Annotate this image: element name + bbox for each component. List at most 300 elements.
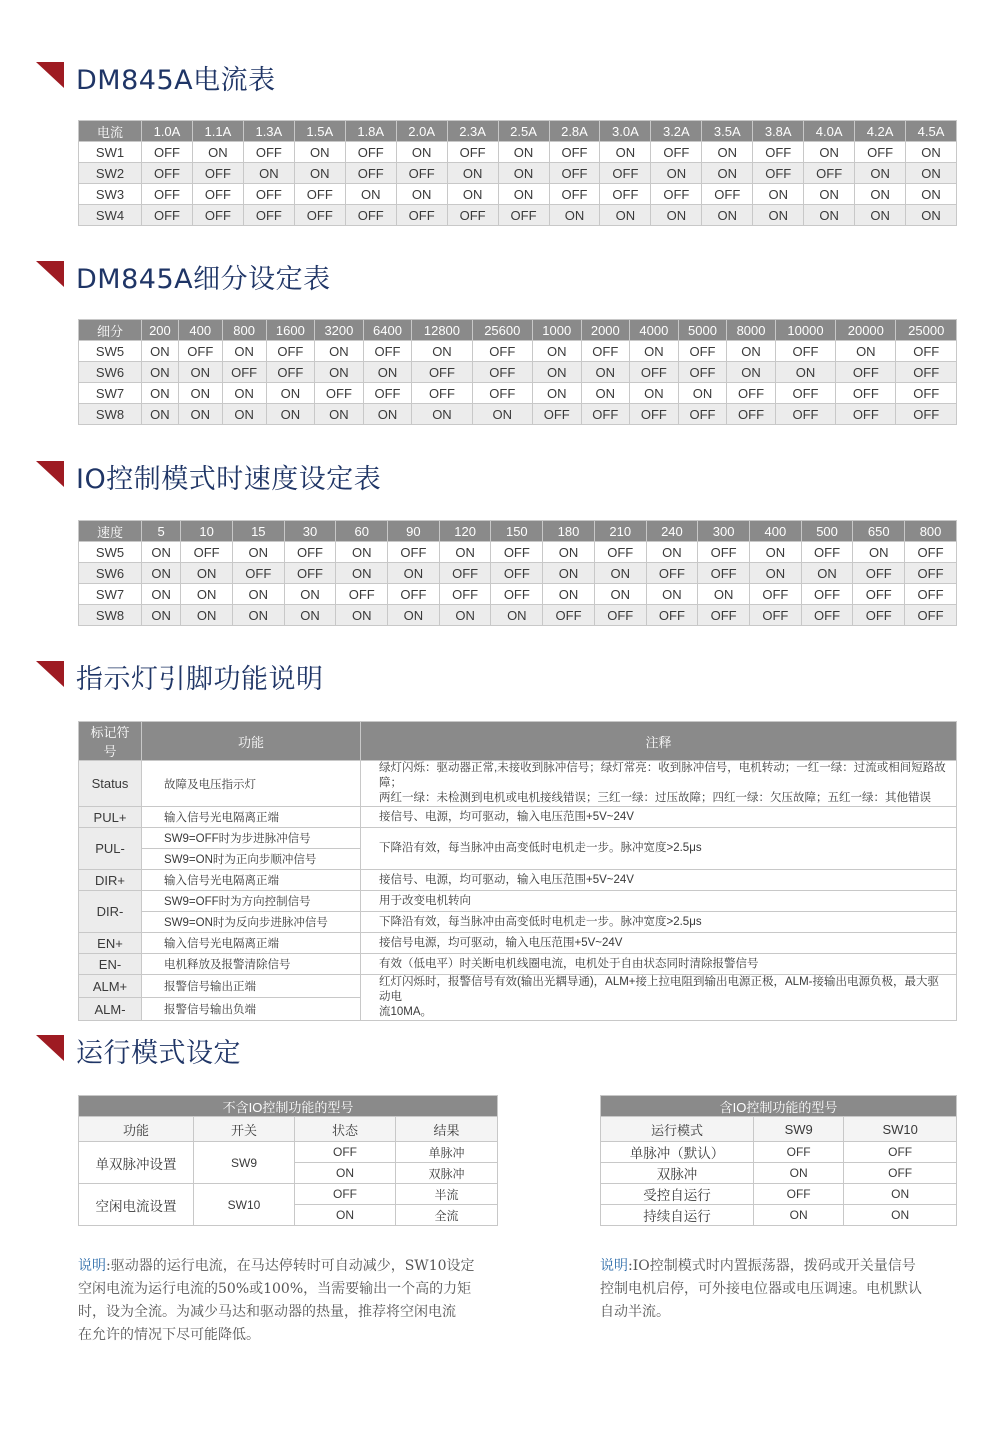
switch-state: ON xyxy=(294,163,345,184)
table-header-cell: 注释 xyxy=(361,722,957,761)
section-heading-pins xyxy=(36,657,324,696)
switch-state: OFF xyxy=(855,142,906,163)
switch-state: OFF xyxy=(345,163,396,184)
table-row xyxy=(79,761,957,807)
switch-state: OFF xyxy=(142,184,193,205)
switch-state: OFF xyxy=(472,341,532,362)
note-left xyxy=(78,1255,518,1347)
switch-state: OFF xyxy=(345,205,396,226)
table-header-cell: 240 xyxy=(646,521,698,542)
table-header-cell: 4.0A xyxy=(804,121,855,142)
switch-state: OFF xyxy=(651,184,702,205)
switch-state: OFF xyxy=(775,341,835,362)
table-row xyxy=(79,404,957,425)
switch-label: SW5 xyxy=(79,542,142,563)
table-header-cell: 800 xyxy=(222,320,266,341)
note-line: 红灯闪烁时，报警信号有效(输出光耦导通)，ALM+接上拉电阻到输出电源正极，ALM-接输出电源负极，最大驱动电 xyxy=(379,976,939,1003)
table-header-cell: 15 xyxy=(232,521,284,542)
switch-state: ON xyxy=(836,341,896,362)
switch-state: ON xyxy=(412,341,472,362)
note-line: 时，设为全流。为减少马达和驱动器的热量，推荐将空闲电流 xyxy=(78,1304,456,1320)
switch-state: ON xyxy=(243,163,294,184)
table-row xyxy=(79,828,957,849)
switch-label: SW7 xyxy=(79,584,142,605)
switch-state: OFF xyxy=(284,563,336,584)
table-header-cell: 1.0A xyxy=(142,121,193,142)
mode-name: 双脉冲 xyxy=(601,1163,754,1184)
note-line: 在允许的情况下尽可能降低。 xyxy=(78,1327,260,1343)
pin-symbol: ALM+ xyxy=(79,975,142,998)
switch-state: ON xyxy=(142,542,181,563)
mode-table-io xyxy=(600,1095,957,1226)
switch-state: OFF xyxy=(753,142,804,163)
switch-state: ON xyxy=(906,205,957,226)
pin-note xyxy=(361,975,957,1021)
table-row xyxy=(79,891,957,912)
switch-state: ON xyxy=(646,542,698,563)
switch-state: OFF xyxy=(804,163,855,184)
switch-state: ON xyxy=(142,341,179,362)
table-row xyxy=(79,912,957,933)
switch-state: ON xyxy=(702,142,753,163)
pin-note: 下降沿有效，每当脉冲由高变低时电机走一步。脉冲宽度>2.5μs xyxy=(361,828,957,870)
switch-state: ON xyxy=(294,142,345,163)
switch-state: ON xyxy=(532,341,581,362)
table-header-cell: 12800 xyxy=(412,320,472,341)
switch-state: ON xyxy=(630,383,679,404)
pin-function: SW9=OFF时为方向控制信号 xyxy=(142,891,361,912)
switch-state: OFF xyxy=(678,404,727,425)
switch-state: OFF xyxy=(678,362,727,383)
switch-state: OFF xyxy=(315,383,364,404)
switch-state: OFF xyxy=(491,584,543,605)
note-right xyxy=(600,1255,970,1324)
table-header-cell: 10 xyxy=(181,521,233,542)
switch-label: SW4 xyxy=(79,205,142,226)
switch-state: OFF xyxy=(600,184,651,205)
pin-function-table xyxy=(78,721,957,1021)
mode-state: OFF xyxy=(295,1142,396,1163)
table-header-cell: 400 xyxy=(749,521,801,542)
table-header-cell: 1.5A xyxy=(294,121,345,142)
table-header-cell: 3.2A xyxy=(651,121,702,142)
switch-label: SW7 xyxy=(79,383,142,404)
switch-state: OFF xyxy=(232,563,284,584)
note-line: 流10MA。 xyxy=(379,1006,433,1018)
mode-sw9: OFF xyxy=(754,1142,844,1163)
switch-state: ON xyxy=(178,362,222,383)
table-header-cell: 2.3A xyxy=(447,121,498,142)
switch-state: ON xyxy=(232,584,284,605)
switch-state: ON xyxy=(439,605,491,626)
switch-state: OFF xyxy=(630,362,679,383)
switch-state: ON xyxy=(594,563,646,584)
switch-state: ON xyxy=(498,142,549,163)
switch-state: ON xyxy=(142,605,181,626)
pin-note: 接信号、电源，均可驱动，输入电压范围+5V~24V xyxy=(361,807,957,828)
switch-state: ON xyxy=(581,362,630,383)
microstep-table xyxy=(78,319,957,425)
table-header-cell: 500 xyxy=(801,521,853,542)
table-header-row xyxy=(79,121,957,142)
mode-sw9: ON xyxy=(754,1163,844,1184)
switch-state: OFF xyxy=(243,205,294,226)
table-header-cell: 200 xyxy=(142,320,179,341)
triangle-marker-icon xyxy=(36,661,64,687)
switch-state: OFF xyxy=(412,383,472,404)
switch-state: ON xyxy=(651,163,702,184)
switch-state: ON xyxy=(855,184,906,205)
mode-state: ON xyxy=(295,1205,396,1226)
table-title: 含IO控制功能的型号 xyxy=(601,1096,957,1117)
mode-switch: SW10 xyxy=(194,1184,295,1226)
switch-state: OFF xyxy=(439,563,491,584)
table-header-cell: 30 xyxy=(284,521,336,542)
table-header-cell: 6400 xyxy=(363,320,412,341)
switch-state: OFF xyxy=(630,404,679,425)
switch-state: ON xyxy=(388,563,440,584)
switch-state: ON xyxy=(232,542,284,563)
section-title: DM845A电流表 xyxy=(76,65,276,96)
switch-state: ON xyxy=(142,383,179,404)
switch-state: ON xyxy=(181,563,233,584)
pin-note: 有效（低电平）时关断电机线圈电流，电机处于自由状态同时清除报警信号 xyxy=(361,954,957,975)
pin-function: 电机释放及报警清除信号 xyxy=(142,954,361,975)
table-row xyxy=(79,542,957,563)
table-header-cell: 1000 xyxy=(532,320,581,341)
pin-symbol: DIR+ xyxy=(79,870,142,891)
switch-state: ON xyxy=(532,383,581,404)
switch-state: ON xyxy=(702,163,753,184)
switch-state: OFF xyxy=(447,142,498,163)
table-row xyxy=(79,975,957,998)
pin-symbol: DIR- xyxy=(79,891,142,933)
table-header-cell: 功能 xyxy=(79,1117,194,1142)
table-header-cell: 800 xyxy=(905,521,957,542)
switch-state: ON xyxy=(727,341,776,362)
switch-state: ON xyxy=(142,584,181,605)
switch-state: OFF xyxy=(294,184,345,205)
table-header-cell: 3.8A xyxy=(753,121,804,142)
switch-state: ON xyxy=(336,563,388,584)
section-title: 运行模式设定 xyxy=(76,1038,241,1069)
table-header-cell: SW10 xyxy=(844,1117,957,1142)
pin-symbol: PUL+ xyxy=(79,807,142,828)
pin-symbol: PUL- xyxy=(79,828,142,870)
switch-state: ON xyxy=(498,163,549,184)
switch-state: OFF xyxy=(775,404,835,425)
table-header-cell: 5000 xyxy=(678,320,727,341)
switch-state: OFF xyxy=(698,563,750,584)
switch-state: ON xyxy=(178,404,222,425)
switch-state: ON xyxy=(192,142,243,163)
switch-state: OFF xyxy=(801,584,853,605)
table-row xyxy=(601,1142,957,1163)
table-header-cell: 结果 xyxy=(396,1117,498,1142)
switch-state: ON xyxy=(315,341,364,362)
switch-state: OFF xyxy=(853,563,905,584)
switch-state: OFF xyxy=(749,605,801,626)
switch-state: OFF xyxy=(600,163,651,184)
switch-state: ON xyxy=(142,404,179,425)
switch-state: OFF xyxy=(853,605,905,626)
switch-state: ON xyxy=(804,205,855,226)
table-header-cell: 10000 xyxy=(775,320,835,341)
table-header-cell: 5 xyxy=(142,521,181,542)
pin-note: 下降沿有效，每当脉冲由高变低时电机走一步。脉冲宽度>2.5μs xyxy=(361,912,957,933)
table-header-cell: 功能 xyxy=(142,722,361,761)
mode-state: OFF xyxy=(295,1184,396,1205)
mode-function: 单双脉冲设置 xyxy=(79,1142,194,1184)
table-row xyxy=(79,584,957,605)
table-row xyxy=(79,383,957,404)
table-header-cell: 速度 xyxy=(79,521,142,542)
switch-state: ON xyxy=(630,341,679,362)
mode-sw10: ON xyxy=(844,1205,957,1226)
note-line: 空闲电流为运行电流的50%或100%，当需要输出一个高的力矩 xyxy=(78,1281,472,1297)
section-heading-speed xyxy=(36,457,381,496)
table-row xyxy=(79,933,957,954)
switch-label: SW8 xyxy=(79,404,142,425)
note-line: 控制电机启停，可外接电位器或电压调速。电机默认 xyxy=(600,1281,922,1297)
switch-state: ON xyxy=(906,163,957,184)
switch-state: OFF xyxy=(498,205,549,226)
table-row xyxy=(79,341,957,362)
switch-state: OFF xyxy=(836,362,896,383)
switch-state: OFF xyxy=(549,184,600,205)
table-header-cell: 60 xyxy=(336,521,388,542)
table-header-cell: 开关 xyxy=(194,1117,295,1142)
section-heading-current xyxy=(36,58,276,97)
note-line: 两红一绿：未检测到电机或电机接线错误；三红一绿：过压故障；四红一绿：欠压故障；五红一绿：其他错误 xyxy=(379,792,931,804)
table-header-cell: 20000 xyxy=(836,320,896,341)
pin-note: 用于改变电机转向 xyxy=(361,891,957,912)
triangle-marker-icon xyxy=(36,1035,64,1061)
switch-state: ON xyxy=(727,362,776,383)
pin-function: 报警信号输出正端 xyxy=(142,975,361,998)
switch-state: OFF xyxy=(192,163,243,184)
switch-state: ON xyxy=(142,563,181,584)
section-title: 指示灯引脚功能说明 xyxy=(76,664,324,695)
switch-state: ON xyxy=(804,142,855,163)
switch-state: ON xyxy=(315,404,364,425)
switch-state: OFF xyxy=(801,605,853,626)
switch-state: OFF xyxy=(905,542,957,563)
table-header-cell: 2000 xyxy=(581,320,630,341)
table-row xyxy=(79,954,957,975)
switch-state: OFF xyxy=(896,341,957,362)
table-header-cell: 8000 xyxy=(727,320,776,341)
switch-state: OFF xyxy=(192,205,243,226)
note-label: 说明 xyxy=(78,1258,106,1274)
switch-state: ON xyxy=(284,605,336,626)
switch-state: ON xyxy=(581,383,630,404)
switch-state: ON xyxy=(284,584,336,605)
table-row xyxy=(601,1205,957,1226)
switch-state: OFF xyxy=(727,404,776,425)
table-header-cell: 1.3A xyxy=(243,121,294,142)
table-header-cell: 4.2A xyxy=(855,121,906,142)
switch-state: OFF xyxy=(801,542,853,563)
switch-state: OFF xyxy=(727,383,776,404)
switch-state: OFF xyxy=(549,142,600,163)
note-label: 说明 xyxy=(600,1258,628,1274)
table-row xyxy=(79,163,957,184)
switch-state: OFF xyxy=(905,584,957,605)
table-row xyxy=(79,1142,498,1163)
switch-state: OFF xyxy=(266,341,315,362)
switch-state: OFF xyxy=(896,383,957,404)
table-header-cell: 4000 xyxy=(630,320,679,341)
mode-name: 持续自运行 xyxy=(601,1205,754,1226)
table-header-cell: 1.1A xyxy=(192,121,243,142)
table-header-cell: 4.5A xyxy=(906,121,957,142)
pin-symbol: ALM- xyxy=(79,998,142,1021)
table-header-cell: 2.8A xyxy=(549,121,600,142)
table-header-cell: 400 xyxy=(178,320,222,341)
switch-state: OFF xyxy=(775,383,835,404)
switch-state: ON xyxy=(412,404,472,425)
switch-state: ON xyxy=(222,341,266,362)
switch-state: OFF xyxy=(581,341,630,362)
switch-state: ON xyxy=(801,563,853,584)
table-row xyxy=(79,807,957,828)
switch-state: ON xyxy=(266,383,315,404)
section-heading-microstep xyxy=(36,257,331,296)
mode-sw10: ON xyxy=(844,1184,957,1205)
table-row xyxy=(79,1184,498,1205)
switch-state: OFF xyxy=(896,404,957,425)
switch-state: ON xyxy=(543,542,595,563)
switch-state: ON xyxy=(543,563,595,584)
switch-state: ON xyxy=(600,142,651,163)
switch-state: OFF xyxy=(412,362,472,383)
switch-state: OFF xyxy=(363,383,412,404)
pin-function: SW9=ON时为正向步顺冲信号 xyxy=(142,849,361,870)
switch-state: OFF xyxy=(532,404,581,425)
switch-state: ON xyxy=(491,605,543,626)
switch-state: ON xyxy=(853,542,905,563)
switch-state: ON xyxy=(181,584,233,605)
switch-state: OFF xyxy=(388,542,440,563)
table-header-cell: 状态 xyxy=(295,1117,396,1142)
note-line: 自动半流。 xyxy=(600,1304,670,1320)
pin-note xyxy=(361,761,957,807)
switch-state: ON xyxy=(396,184,447,205)
switch-state: OFF xyxy=(178,341,222,362)
switch-state: OFF xyxy=(142,163,193,184)
switch-state: ON xyxy=(855,205,906,226)
switch-state: ON xyxy=(543,584,595,605)
switch-state: ON xyxy=(232,605,284,626)
table-header-cell: 25600 xyxy=(472,320,532,341)
switch-state: ON xyxy=(222,383,266,404)
table-header-cell: 3200 xyxy=(315,320,364,341)
switch-state: ON xyxy=(439,542,491,563)
switch-state: ON xyxy=(600,205,651,226)
switch-state: OFF xyxy=(388,584,440,605)
switch-state: ON xyxy=(336,542,388,563)
mode-result: 单脉冲 xyxy=(396,1142,498,1163)
switch-state: ON xyxy=(646,584,698,605)
switch-label: SW2 xyxy=(79,163,142,184)
switch-state: OFF xyxy=(646,605,698,626)
switch-state: ON xyxy=(336,605,388,626)
switch-state: OFF xyxy=(543,605,595,626)
pin-function: 输入信号光电隔离正端 xyxy=(142,933,361,954)
switch-state: ON xyxy=(855,163,906,184)
switch-state: OFF xyxy=(905,563,957,584)
pin-function: 故障及电压指示灯 xyxy=(142,761,361,807)
table-header-cell: 650 xyxy=(853,521,905,542)
pin-function: SW9=ON时为反向步进脉冲信号 xyxy=(142,912,361,933)
switch-state: OFF xyxy=(222,362,266,383)
switch-state: ON xyxy=(498,184,549,205)
switch-state: ON xyxy=(549,205,600,226)
table-header-cell: 90 xyxy=(388,521,440,542)
switch-state: OFF xyxy=(749,584,801,605)
table-header-row xyxy=(79,521,957,542)
switch-state: OFF xyxy=(594,605,646,626)
switch-state: ON xyxy=(266,404,315,425)
triangle-marker-icon xyxy=(36,62,64,88)
switch-state: ON xyxy=(388,605,440,626)
switch-state: OFF xyxy=(142,205,193,226)
switch-state: ON xyxy=(178,383,222,404)
switch-state: ON xyxy=(363,404,412,425)
table-header-cell: 180 xyxy=(543,521,595,542)
switch-state: OFF xyxy=(363,341,412,362)
table-header-row xyxy=(79,320,957,341)
section-title: IO控制模式时速度设定表 xyxy=(76,464,382,495)
table-header-cell: 运行模式 xyxy=(601,1117,754,1142)
table-header-cell: 25000 xyxy=(896,320,957,341)
switch-state: ON xyxy=(753,205,804,226)
mode-sw10: OFF xyxy=(844,1163,957,1184)
switch-state: OFF xyxy=(836,383,896,404)
switch-state: ON xyxy=(906,142,957,163)
switch-state: ON xyxy=(775,362,835,383)
section-title: DM845A细分设定表 xyxy=(76,264,331,295)
pin-function: 报警信号输出负端 xyxy=(142,998,361,1021)
table-header-cell: 细分 xyxy=(79,320,142,341)
pin-symbol: EN+ xyxy=(79,933,142,954)
switch-label: SW6 xyxy=(79,563,142,584)
switch-state: ON xyxy=(447,184,498,205)
switch-state: OFF xyxy=(181,542,233,563)
mode-state: ON xyxy=(295,1163,396,1184)
switch-state: ON xyxy=(396,142,447,163)
switch-state: OFF xyxy=(491,563,543,584)
switch-state: OFF xyxy=(243,184,294,205)
switch-state: OFF xyxy=(396,205,447,226)
pin-function: 输入信号光电隔离正端 xyxy=(142,807,361,828)
switch-state: OFF xyxy=(549,163,600,184)
table-row xyxy=(79,362,957,383)
pin-symbol: Status xyxy=(79,761,142,807)
switch-state: OFF xyxy=(896,362,957,383)
switch-label: SW8 xyxy=(79,605,142,626)
table-row xyxy=(601,1163,957,1184)
table-header-cell: 1.8A xyxy=(345,121,396,142)
mode-switch: SW9 xyxy=(194,1142,295,1184)
switch-state: OFF xyxy=(243,142,294,163)
switch-state: ON xyxy=(678,383,727,404)
switch-state: OFF xyxy=(472,383,532,404)
triangle-marker-icon xyxy=(36,261,64,287)
switch-state: OFF xyxy=(396,163,447,184)
switch-state: OFF xyxy=(447,205,498,226)
